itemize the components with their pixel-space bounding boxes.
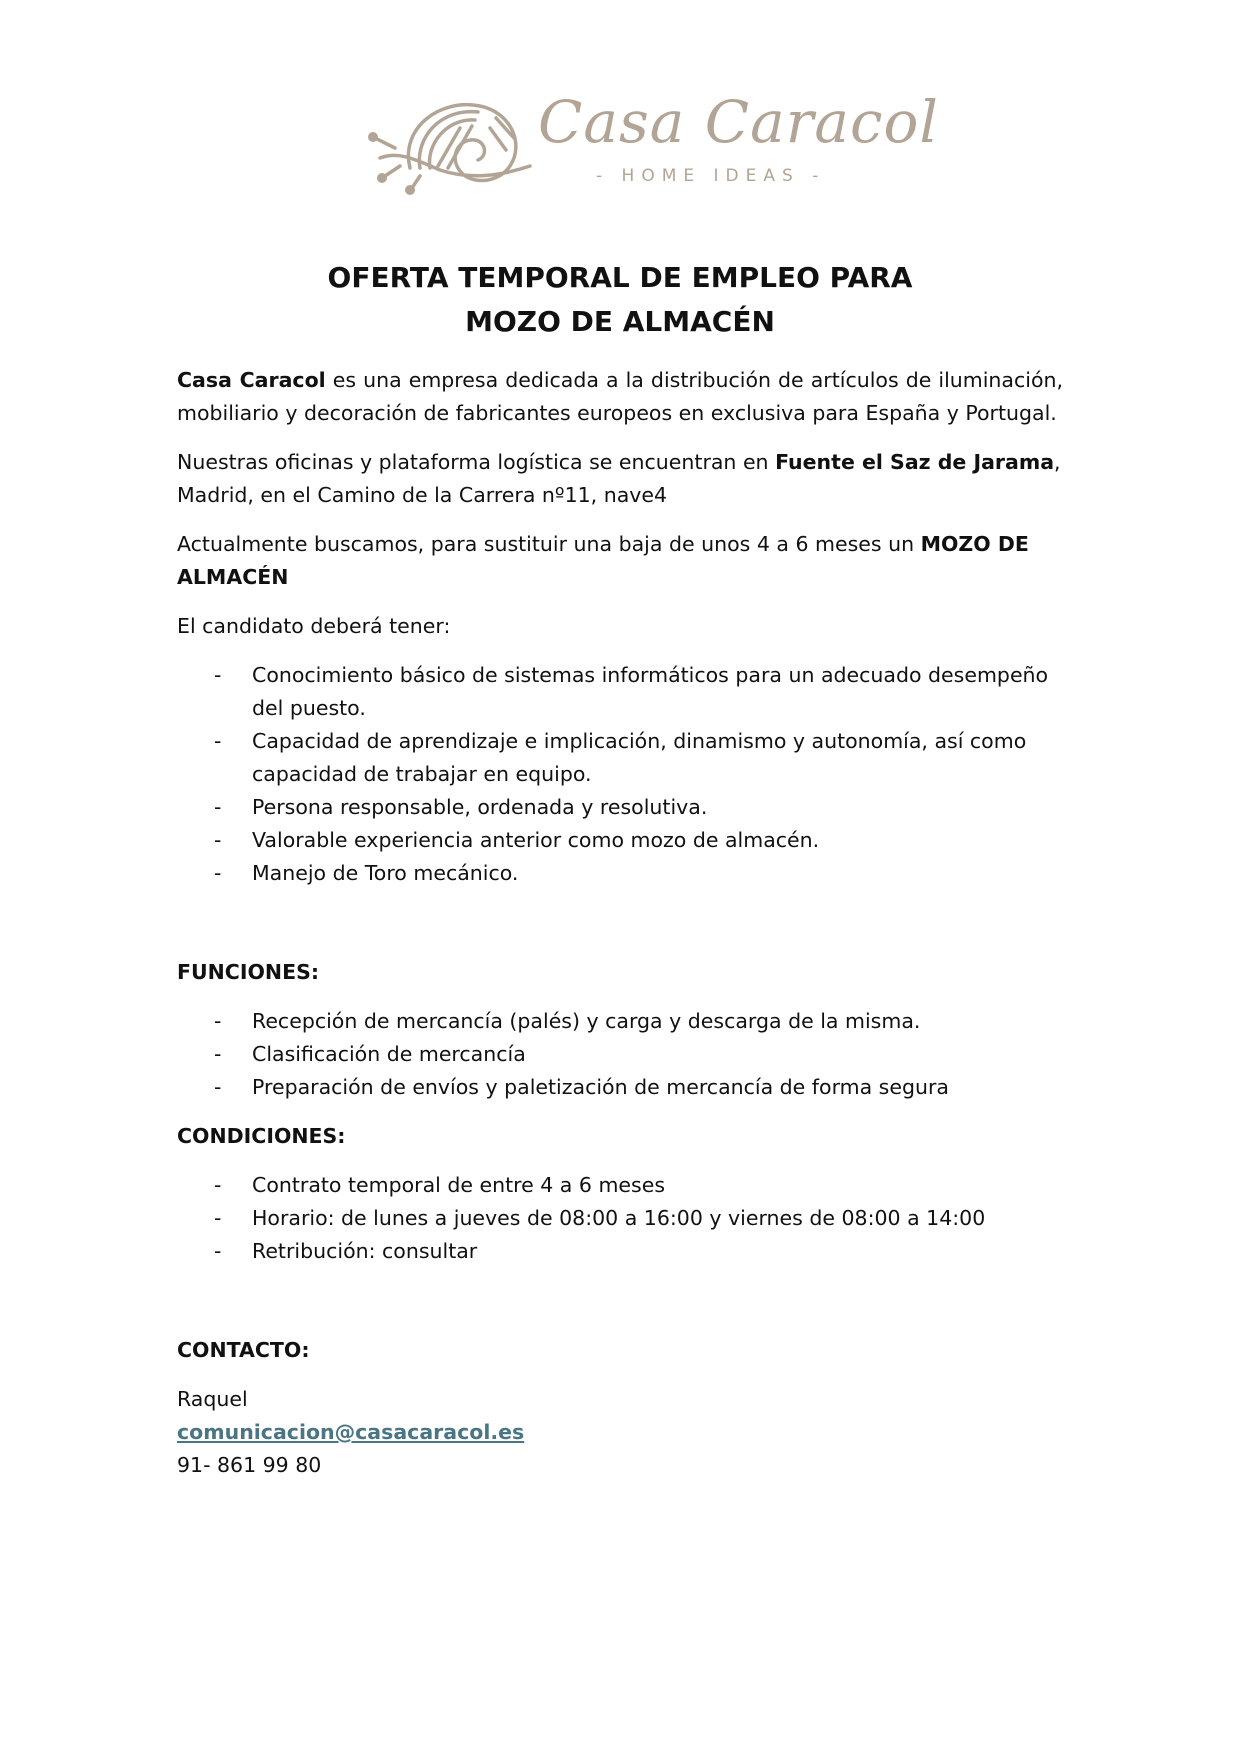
list-item: - Recepción de mercancía (palés) y carga y descarga de la misma. <box>214 1009 921 1033</box>
title-line-1: OFERTA TEMPORAL DE EMPLEO PARA <box>327 261 913 294</box>
contact-block <box>177 1383 1063 1482</box>
location-before: Nuestras oficinas y plataforma logística se encuentran en <box>177 450 776 474</box>
list-item-text: Horario: de lunes a jueves de 08:00 a 16:00 y viernes de 08:00 a 14:00 <box>252 1206 986 1230</box>
location-paragraph <box>177 446 1063 512</box>
contact-name: Raquel <box>177 1387 248 1411</box>
list-item: - Retribución: consultar <box>214 1239 478 1263</box>
intro-text: es una empresa dedicada a la distribución de artículos de iluminación, mobiliario y decoración de fabricantes europeos en exclusiva para España y Portugal. <box>177 368 1064 425</box>
list-item-text: Manejo de Toro mecánico. <box>252 861 519 885</box>
list-item-text: Contrato temporal de entre 4 a 6 meses <box>252 1173 665 1197</box>
requirements-intro: El candidato deberá tener: <box>177 614 451 638</box>
list-item: - Clasificación de mercancía <box>214 1042 526 1066</box>
contact-email-link[interactable]: comunicacion@casacaracol.es <box>177 1420 525 1444</box>
contact-phone: 91- 861 99 80 <box>177 1453 322 1477</box>
list-item: - Horario: de lunes a jueves de 08:00 a 16:00 y viernes de 08:00 a 14:00 <box>214 1206 986 1230</box>
list-item-text: Persona responsable, ordenada y resolutiva. <box>252 795 708 819</box>
document-body <box>177 256 1063 1482</box>
requirements-list <box>177 659 1063 890</box>
search-role: MOZO DE ALMACÉN <box>177 532 1029 589</box>
functions-heading: FUNCIONES: <box>177 960 320 984</box>
list-item-text: Recepción de mercancía (palés) y carga y descarga de la misma. <box>252 1009 921 1033</box>
search-paragraph <box>177 528 1063 594</box>
logo-tagline: - HOME IDEAS - <box>596 166 826 186</box>
list-item-text: Valorable experiencia anterior como mozo de almacén. <box>252 828 820 852</box>
page-title <box>177 256 1063 344</box>
company-logo <box>360 88 939 198</box>
location-after: , Madrid, en el Camino de la Carrera nº11, nave4 <box>177 450 1061 507</box>
conditions-list <box>177 1169 1063 1268</box>
company-name: Casa Caracol <box>177 368 326 392</box>
list-item-text: Clasificación de mercancía <box>252 1042 526 1066</box>
functions-list <box>177 1005 1063 1104</box>
list-item: - Valorable experiencia anterior como mozo de almacén. <box>214 828 820 852</box>
list-item: - Conocimiento básico de sistemas informáticos para un adecuado desempeño del puesto. <box>214 663 1049 720</box>
list-item: - Manejo de Toro mecánico. <box>214 861 519 885</box>
list-item-text: Conocimiento básico de sistemas informáticos para un adecuado desempeño del puesto. <box>252 663 1049 720</box>
location-place: Fuente el Saz de Jarama <box>775 450 1055 474</box>
list-item-text: Preparación de envíos y paletización de mercancía de forma segura <box>252 1075 949 1099</box>
contact-heading: CONTACTO: <box>177 1338 310 1362</box>
title-line-2: MOZO DE ALMACÉN <box>465 305 775 338</box>
conditions-heading: CONDICIONES: <box>177 1124 346 1148</box>
intro-paragraph <box>177 364 1063 430</box>
list-item: - Persona responsable, ordenada y resolutiva. <box>214 795 708 819</box>
list-item-text: Retribución: consultar <box>252 1239 478 1263</box>
search-before: Actualmente buscamos, para sustituir una baja de unos 4 a 6 meses un <box>177 532 921 556</box>
list-item: - Capacidad de aprendizaje e implicación, dinamismo y autonomía, así como capacidad de trabajar en equipo. <box>214 729 1027 786</box>
logo-wordmark: Casa Caracol <box>538 88 939 156</box>
list-item-text: Capacidad de aprendizaje e implicación, dinamismo y autonomía, así como capacidad de trabajar en equipo. <box>252 729 1027 786</box>
list-item: - Contrato temporal de entre 4 a 6 meses <box>214 1173 665 1197</box>
list-item: - Preparación de envíos y paletización de mercancía de forma segura <box>214 1075 949 1099</box>
